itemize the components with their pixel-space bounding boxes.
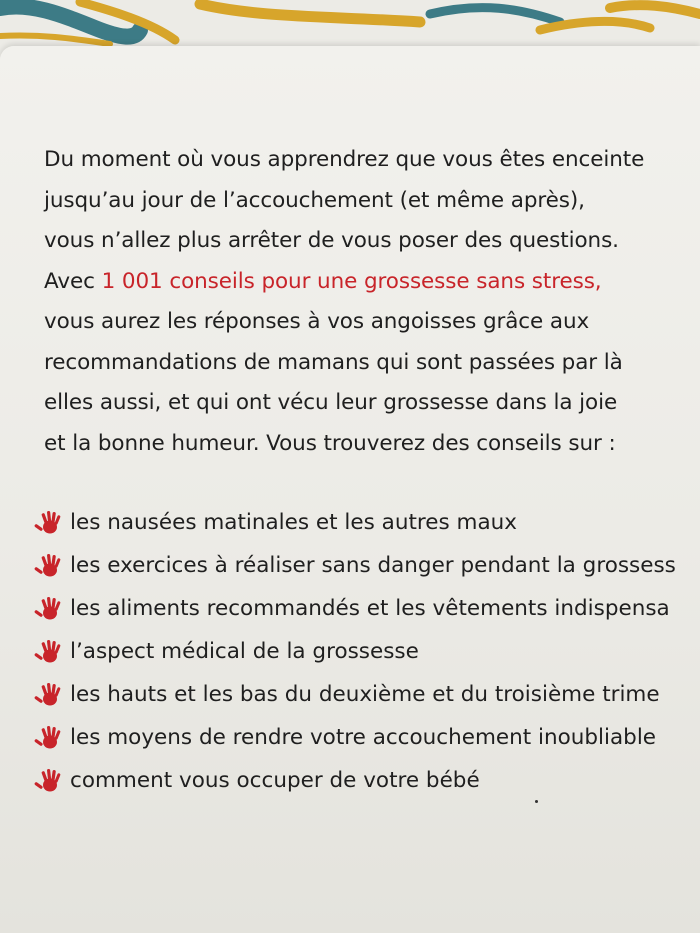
list-item-text: les hauts et les bas du deuxième et du troisième trime [70, 682, 660, 707]
paragraph-line: et la bonne humeur. Vous trouverez des conseils sur : [44, 430, 616, 456]
red-hand-icon [34, 508, 64, 538]
list-item-text: les nausées matinales et les autres maux [70, 510, 517, 535]
red-hand-icon [34, 637, 64, 667]
red-hand-icon [34, 594, 64, 624]
red-hand-icon [34, 551, 64, 581]
paragraph-line: jusqu’au jour de l’accouchement (et même après), [44, 187, 585, 213]
list-item-text: les aliments recommandés et les vêtements indispensa [70, 596, 670, 621]
paragraph-line: Du moment où vous apprendrez que vous êtes enceinte [44, 147, 645, 172]
list-item [34, 501, 700, 544]
red-hand-icon [34, 680, 64, 710]
list-item [34, 759, 700, 802]
list-item-text: comment vous occuper de votre bébé [70, 768, 480, 793]
list-item [34, 544, 700, 587]
list-item-text: les moyens de rendre votre accouchement inoubliable [70, 725, 657, 750]
paper-speck [535, 800, 538, 803]
paragraph-line: recommandations de mamans qui sont passées par là [44, 349, 623, 375]
tips-list [34, 501, 700, 802]
list-item [34, 587, 700, 630]
list-item [34, 673, 700, 716]
paragraph-line: vous n’allez plus arrêter de vous poser des questions. [44, 228, 619, 253]
intro-paragraph [44, 140, 700, 464]
list-item-text: l’aspect médical de la grossesse [70, 639, 419, 664]
list-item [34, 716, 700, 759]
red-hand-icon [34, 766, 64, 796]
paragraph-line [44, 262, 700, 303]
paragraph-line: elles aussi, et qui ont vécu leur grossesse dans la joie [44, 390, 618, 415]
list-item-text: les exercices à réaliser sans danger pendant la grossess [70, 553, 676, 578]
paragraph-line: vous aurez les réponses à vos angoisses grâce aux [44, 309, 590, 334]
book-title-highlight: 1 001 conseils pour une grossesse sans stress, [101, 268, 602, 294]
line-prefix: Avec [44, 268, 102, 294]
red-hand-icon [34, 723, 64, 753]
list-item [34, 630, 700, 673]
